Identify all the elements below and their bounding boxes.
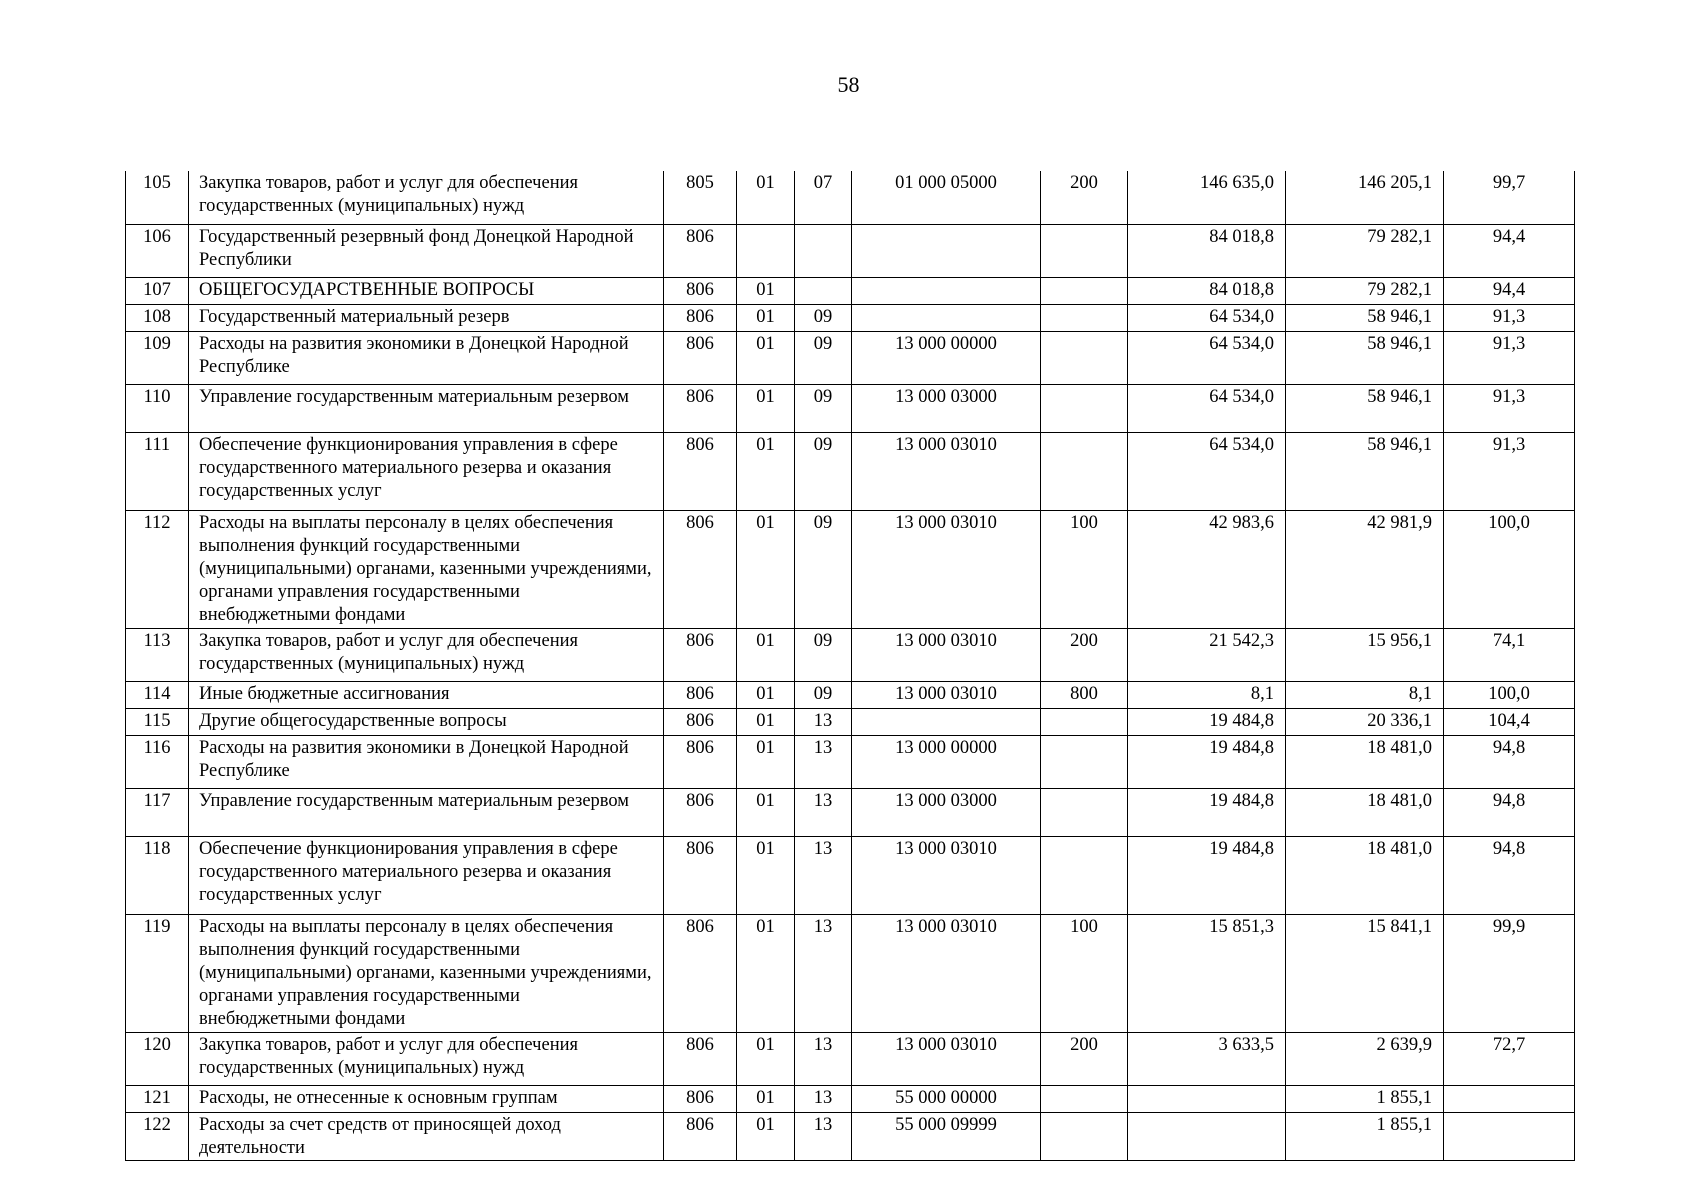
percent-cell: 99,7 [1444,171,1575,224]
row-name-cell: Закупка товаров, работ и услуг для обеспечения государственных (муниципальных) нужд [189,1032,664,1085]
row-name-cell: Расходы за счет средств от приносящей доход деятельности [189,1112,664,1160]
target-article-cell: 55 000 09999 [852,1112,1041,1160]
table-row [126,224,1575,277]
target-article-cell [852,708,1041,735]
section-cell: 01 [737,735,795,788]
table-row [126,331,1575,384]
percent-cell: 91,3 [1444,331,1575,384]
plan-amount-cell: 21 542,3 [1128,628,1286,681]
subsection-cell: 13 [795,708,852,735]
plan-amount-cell: 64 534,0 [1128,331,1286,384]
expense-type-cell [1041,836,1128,914]
dept-code-cell: 806 [664,277,737,304]
expense-type-cell [1041,224,1128,277]
plan-amount-cell: 84 018,8 [1128,277,1286,304]
table-row [126,171,1575,224]
fact-amount-cell: 18 481,0 [1286,788,1444,836]
percent-cell: 94,8 [1444,735,1575,788]
plan-amount-cell: 19 484,8 [1128,735,1286,788]
subsection-cell: 09 [795,432,852,510]
section-cell: 01 [737,708,795,735]
dept-code-cell: 806 [664,788,737,836]
subsection-cell: 13 [795,1032,852,1085]
target-article-cell: 13 000 03010 [852,914,1041,1032]
dept-code-cell: 806 [664,708,737,735]
table-row [126,708,1575,735]
fact-amount-cell: 146 205,1 [1286,171,1444,224]
subsection-cell: 13 [795,836,852,914]
section-cell: 01 [737,171,795,224]
budget-table [125,171,1575,1161]
section-cell: 01 [737,1032,795,1085]
percent-cell [1444,1112,1575,1160]
fact-amount-cell: 18 481,0 [1286,735,1444,788]
dept-code-cell: 806 [664,432,737,510]
table-row [126,914,1575,1032]
percent-cell: 91,3 [1444,384,1575,432]
target-article-cell [852,224,1041,277]
row-number-cell: 106 [126,224,189,277]
fact-amount-cell: 58 946,1 [1286,304,1444,331]
expense-type-cell [1041,708,1128,735]
plan-amount-cell: 64 534,0 [1128,304,1286,331]
percent-cell: 94,8 [1444,788,1575,836]
plan-amount-cell: 15 851,3 [1128,914,1286,1032]
target-article-cell: 13 000 03000 [852,788,1041,836]
expense-type-cell: 200 [1041,628,1128,681]
row-name-cell: Закупка товаров, работ и услуг для обеспечения государственных (муниципальных) нужд [189,171,664,224]
plan-amount-cell: 64 534,0 [1128,384,1286,432]
row-name-cell: Государственный резервный фонд Донецкой Народной Республики [189,224,664,277]
row-name-cell: Расходы на выплаты персоналу в целях обеспечения выполнения функций государственными (муниципальными) органами, казенными учреждениями, органами управления государственными внебюджетными фондами [189,510,664,628]
target-article-cell: 13 000 03010 [852,1032,1041,1085]
section-cell: 01 [737,681,795,708]
subsection-cell [795,277,852,304]
row-name-cell: Иные бюджетные ассигнования [189,681,664,708]
section-cell: 01 [737,510,795,628]
plan-amount-cell: 19 484,8 [1128,788,1286,836]
table-row [126,277,1575,304]
section-cell: 01 [737,277,795,304]
row-number-cell: 114 [126,681,189,708]
dept-code-cell: 806 [664,681,737,708]
section-cell: 01 [737,304,795,331]
row-number-cell: 122 [126,1112,189,1160]
percent-cell: 91,3 [1444,304,1575,331]
fact-amount-cell: 15 956,1 [1286,628,1444,681]
target-article-cell: 13 000 03010 [852,836,1041,914]
row-number-cell: 115 [126,708,189,735]
subsection-cell: 13 [795,1085,852,1112]
expense-type-cell [1041,304,1128,331]
dept-code-cell: 805 [664,171,737,224]
section-cell: 01 [737,1112,795,1160]
row-number-cell: 111 [126,432,189,510]
row-number-cell: 113 [126,628,189,681]
target-article-cell [852,277,1041,304]
row-number-cell: 120 [126,1032,189,1085]
plan-amount-cell: 19 484,8 [1128,708,1286,735]
plan-amount-cell [1128,1112,1286,1160]
dept-code-cell: 806 [664,224,737,277]
row-name-cell: Закупка товаров, работ и услуг для обеспечения государственных (муниципальных) нужд [189,628,664,681]
row-name-cell: Расходы на развития экономики в Донецкой Народной Республике [189,735,664,788]
expense-type-cell: 100 [1041,510,1128,628]
subsection-cell: 07 [795,171,852,224]
fact-amount-cell: 58 946,1 [1286,331,1444,384]
fact-amount-cell: 18 481,0 [1286,836,1444,914]
percent-cell: 94,4 [1444,277,1575,304]
plan-amount-cell: 146 635,0 [1128,171,1286,224]
fact-amount-cell: 8,1 [1286,681,1444,708]
dept-code-cell: 806 [664,304,737,331]
expense-type-cell [1041,331,1128,384]
row-name-cell: Расходы на выплаты персоналу в целях обеспечения выполнения функций государственными (муниципальными) органами, казенными учреждениями, органами управления государственными внебюджетными фондами [189,914,664,1032]
fact-amount-cell: 1 855,1 [1286,1085,1444,1112]
row-name-cell: Обеспечение функционирования управления в сфере государственного материального резерва и оказания государственных услуг [189,836,664,914]
percent-cell: 72,7 [1444,1032,1575,1085]
dept-code-cell: 806 [664,628,737,681]
target-article-cell: 13 000 03010 [852,510,1041,628]
expense-type-cell [1041,735,1128,788]
row-name-cell: Расходы, не отнесенные к основным группам [189,1085,664,1112]
row-number-cell: 117 [126,788,189,836]
percent-cell: 104,4 [1444,708,1575,735]
fact-amount-cell: 79 282,1 [1286,224,1444,277]
dept-code-cell: 806 [664,836,737,914]
plan-amount-cell: 64 534,0 [1128,432,1286,510]
plan-amount-cell: 3 633,5 [1128,1032,1286,1085]
dept-code-cell: 806 [664,1112,737,1160]
expense-type-cell [1041,788,1128,836]
fact-amount-cell: 20 336,1 [1286,708,1444,735]
subsection-cell [795,224,852,277]
expense-type-cell: 800 [1041,681,1128,708]
row-name-cell: Государственный материальный резерв [189,304,664,331]
table-row [126,510,1575,628]
expense-type-cell [1041,1112,1128,1160]
row-name-cell: Обеспечение функционирования управления в сфере государственного материального резерва и оказания государственных услуг [189,432,664,510]
target-article-cell: 13 000 03010 [852,432,1041,510]
section-cell: 01 [737,914,795,1032]
subsection-cell: 13 [795,1112,852,1160]
fact-amount-cell: 79 282,1 [1286,277,1444,304]
table-row [126,384,1575,432]
table-row [126,681,1575,708]
subsection-cell: 09 [795,681,852,708]
section-cell: 01 [737,1085,795,1112]
expense-type-cell: 200 [1041,171,1128,224]
section-cell: 01 [737,384,795,432]
target-article-cell: 13 000 03000 [852,384,1041,432]
percent-cell: 100,0 [1444,681,1575,708]
row-number-cell: 110 [126,384,189,432]
row-number-cell: 107 [126,277,189,304]
section-cell [737,224,795,277]
plan-amount-cell: 42 983,6 [1128,510,1286,628]
row-number-cell: 119 [126,914,189,1032]
percent-cell: 74,1 [1444,628,1575,681]
row-name-cell: Другие общегосударственные вопросы [189,708,664,735]
table-row [126,432,1575,510]
target-article-cell: 13 000 00000 [852,735,1041,788]
row-number-cell: 118 [126,836,189,914]
expense-type-cell [1041,432,1128,510]
fact-amount-cell: 42 981,9 [1286,510,1444,628]
fact-amount-cell: 15 841,1 [1286,914,1444,1032]
table-row [126,735,1575,788]
row-name-cell: Управление государственным материальным резервом [189,384,664,432]
section-cell: 01 [737,432,795,510]
dept-code-cell: 806 [664,331,737,384]
table-row [126,788,1575,836]
plan-amount-cell: 19 484,8 [1128,836,1286,914]
row-name-cell: Расходы на развития экономики в Донецкой Народной Республике [189,331,664,384]
row-number-cell: 108 [126,304,189,331]
dept-code-cell: 806 [664,914,737,1032]
dept-code-cell: 806 [664,735,737,788]
percent-cell: 100,0 [1444,510,1575,628]
target-article-cell: 13 000 00000 [852,331,1041,384]
table-row [126,1112,1575,1160]
fact-amount-cell: 2 639,9 [1286,1032,1444,1085]
fact-amount-cell: 1 855,1 [1286,1112,1444,1160]
subsection-cell: 09 [795,628,852,681]
table-row [126,628,1575,681]
table-row [126,1032,1575,1085]
subsection-cell: 09 [795,510,852,628]
target-article-cell [852,304,1041,331]
plan-amount-cell: 84 018,8 [1128,224,1286,277]
section-cell: 01 [737,788,795,836]
section-cell: 01 [737,836,795,914]
row-name-cell: Управление государственным материальным резервом [189,788,664,836]
table-row [126,1085,1575,1112]
target-article-cell: 13 000 03010 [852,681,1041,708]
target-article-cell: 01 000 05000 [852,171,1041,224]
percent-cell: 94,4 [1444,224,1575,277]
dept-code-cell: 806 [664,1085,737,1112]
expense-type-cell [1041,384,1128,432]
section-cell: 01 [737,628,795,681]
row-name-cell: ОБЩЕГОСУДАРСТВЕННЫЕ ВОПРОСЫ [189,277,664,304]
percent-cell: 91,3 [1444,432,1575,510]
subsection-cell: 13 [795,788,852,836]
percent-cell: 94,8 [1444,836,1575,914]
expense-type-cell [1041,277,1128,304]
dept-code-cell: 806 [664,1032,737,1085]
target-article-cell: 55 000 00000 [852,1085,1041,1112]
subsection-cell: 13 [795,914,852,1032]
dept-code-cell: 806 [664,384,737,432]
row-number-cell: 109 [126,331,189,384]
table-body [126,171,1575,1160]
plan-amount-cell [1128,1085,1286,1112]
expense-type-cell: 200 [1041,1032,1128,1085]
section-cell: 01 [737,331,795,384]
fact-amount-cell: 58 946,1 [1286,384,1444,432]
row-number-cell: 105 [126,171,189,224]
table-row [126,304,1575,331]
expense-type-cell: 100 [1041,914,1128,1032]
expense-type-cell [1041,1085,1128,1112]
table-row [126,836,1575,914]
page-number: 58 [837,72,860,97]
subsection-cell: 09 [795,331,852,384]
subsection-cell: 13 [795,735,852,788]
row-number-cell: 116 [126,735,189,788]
percent-cell: 99,9 [1444,914,1575,1032]
dept-code-cell: 806 [664,510,737,628]
fact-amount-cell: 58 946,1 [1286,432,1444,510]
subsection-cell: 09 [795,304,852,331]
row-number-cell: 121 [126,1085,189,1112]
plan-amount-cell: 8,1 [1128,681,1286,708]
percent-cell [1444,1085,1575,1112]
row-number-cell: 112 [126,510,189,628]
target-article-cell: 13 000 03010 [852,628,1041,681]
subsection-cell: 09 [795,384,852,432]
